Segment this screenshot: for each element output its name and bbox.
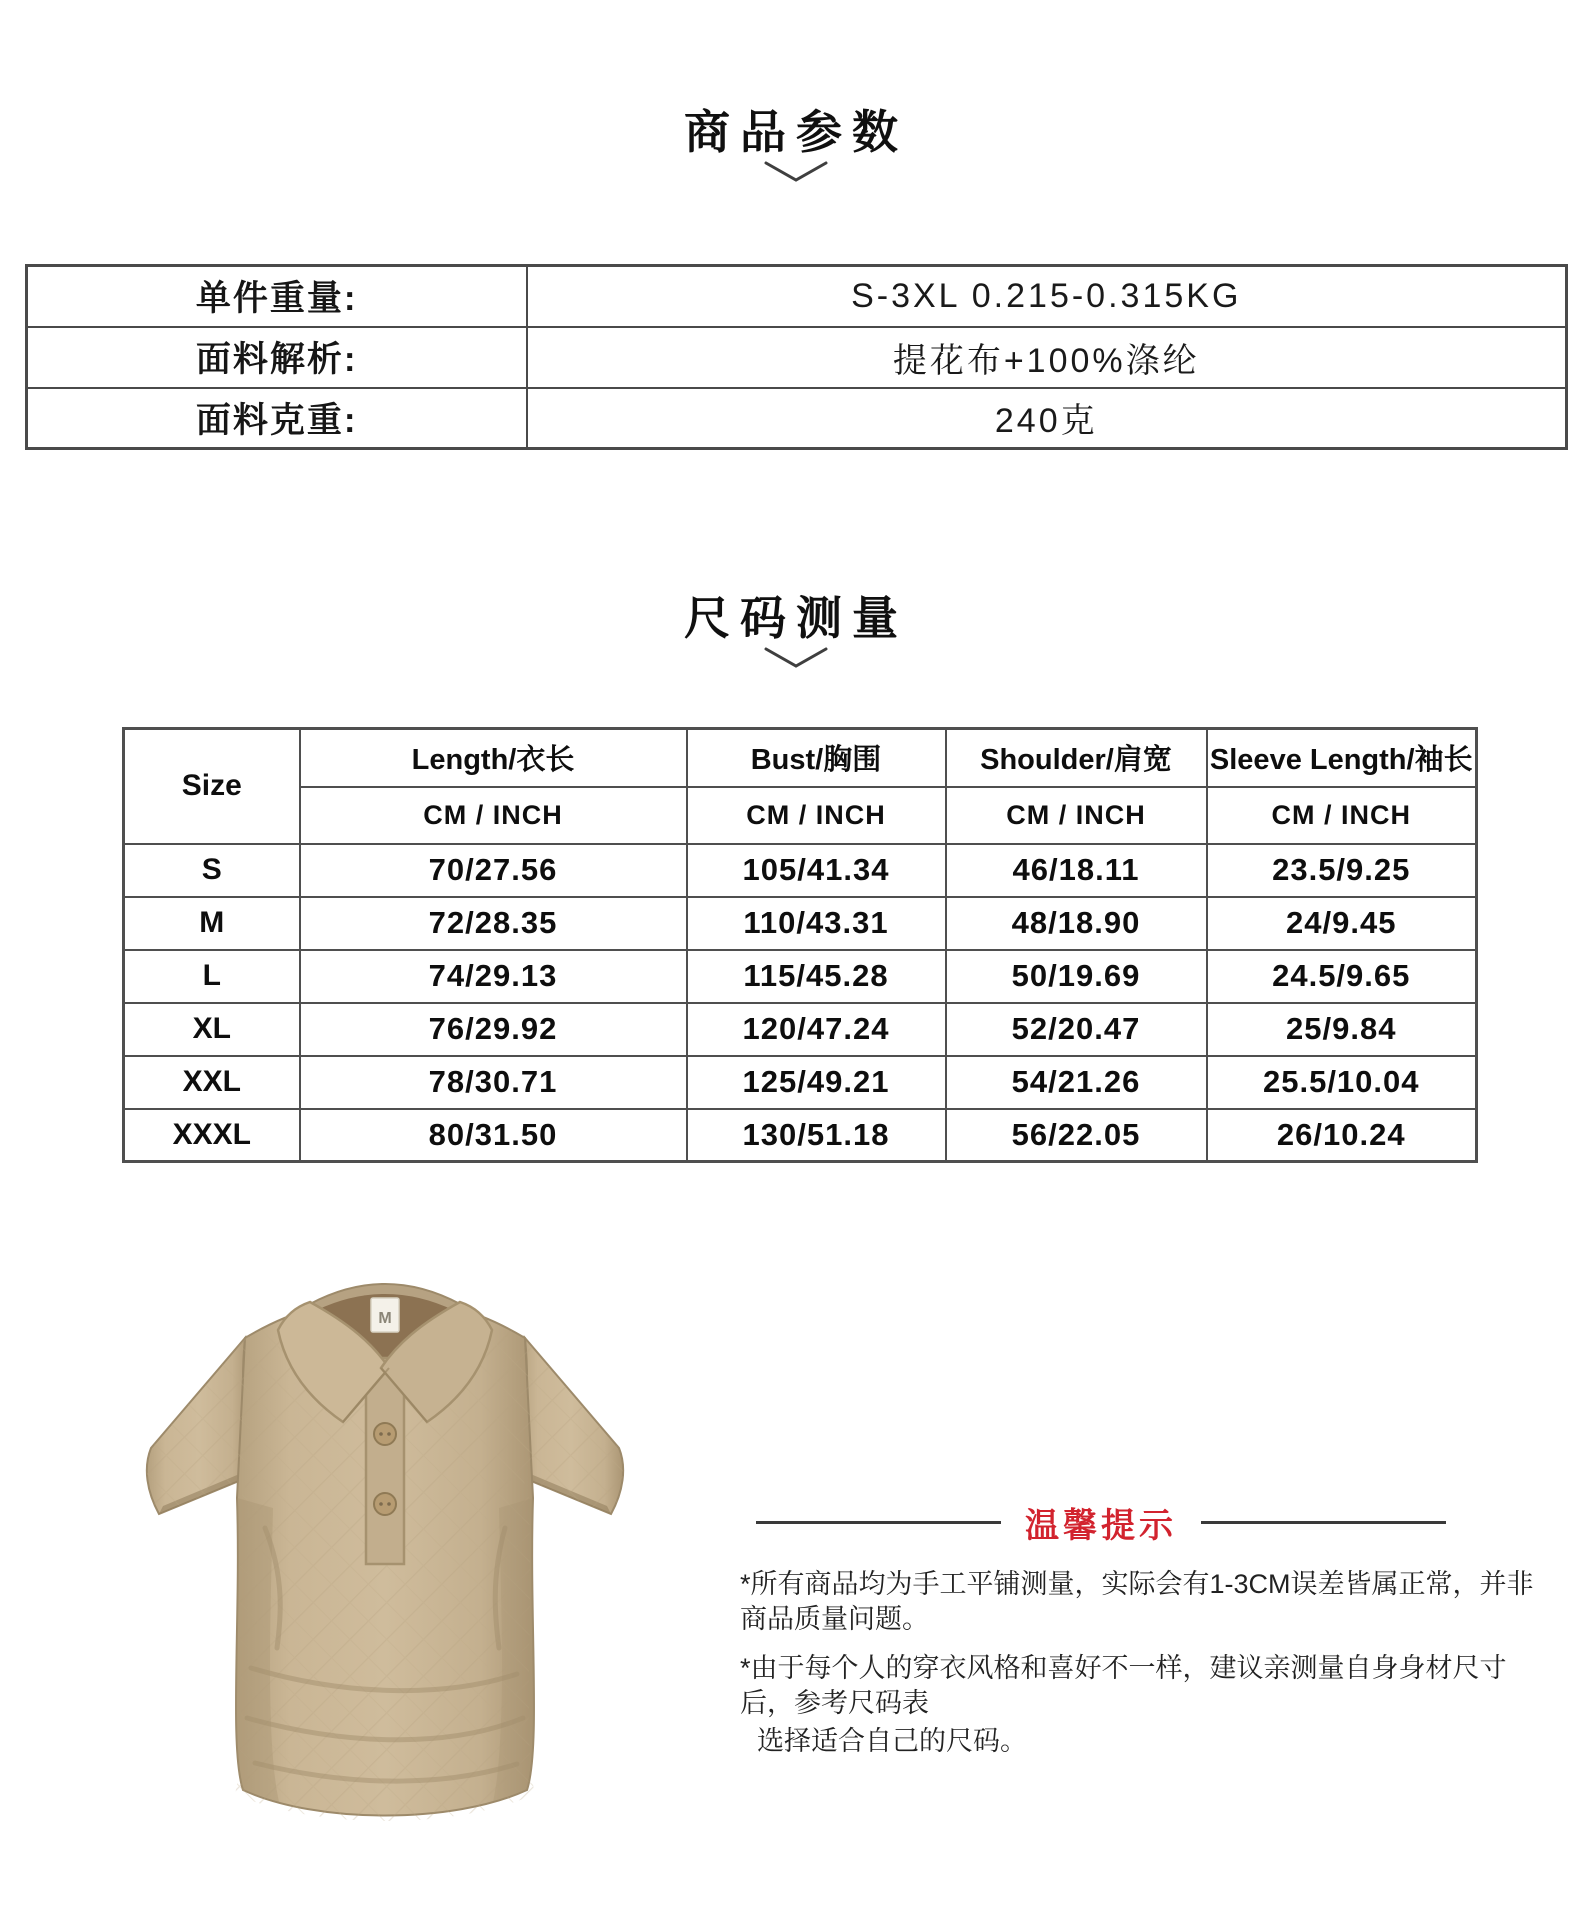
bust-cell: 125/49.21 [687,1056,946,1109]
size-cell: XXXL [124,1109,300,1162]
bust-cell: 130/51.18 [687,1109,946,1162]
bust-cell: 120/47.24 [687,1003,946,1056]
table-row-xxxl [124,1109,1477,1162]
sleeve-cell: 24.5/9.65 [1207,950,1477,1003]
param-value: 240克 [527,388,1567,449]
param-value: S-3XL 0.215-0.315KG [527,266,1567,327]
shoulder-cell: 52/20.47 [946,1003,1207,1056]
column-header-shoulder: Shoulder/肩宽 [946,729,1207,787]
sizes-section-title: 尺码测量 [684,592,908,644]
size-cell: M [124,897,300,950]
table-row-xl [124,1003,1477,1056]
collar-size-tag-label: M [378,1310,392,1327]
column-header-length: Length/衣长 [300,729,687,787]
product-params-table [25,264,1568,450]
size-column-header: Size [124,729,300,844]
table-row-s [124,844,1477,897]
table-row-l [124,950,1477,1003]
param-row [27,266,1567,327]
size-cell: S [124,844,300,897]
size-cell: L [124,950,300,1003]
tips-section [740,1498,1560,1759]
tips-note-1: *所有商品均为手工平铺测量，实际会有1-3CM误差皆属正常，并非商品质量问题。 [740,1569,1534,1634]
table-row-xxl [124,1056,1477,1109]
tips-note-2-continued: 选择适合自己的尺码。 [757,1726,1027,1757]
product-photo [55,1198,715,1898]
param-value: 提花布+100%涤纶 [527,327,1567,388]
bust-cell: 115/45.28 [687,950,946,1003]
shoulder-cell: 50/19.69 [946,950,1207,1003]
bust-cell: 105/41.34 [687,844,946,897]
param-row [27,388,1567,449]
param-row [27,327,1567,388]
tips-note-2: *由于每个人的穿衣风格和喜好不一样，建议亲测量自身身材尺寸后，参考尺码表 [740,1653,1507,1718]
unit-header: CM / INCH [687,787,946,844]
shoulder-cell: 46/18.11 [946,844,1207,897]
column-header-bust: Bust/胸围 [687,729,946,787]
length-cell: 74/29.13 [300,950,687,1003]
length-cell: 70/27.56 [300,844,687,897]
tips-title: 温馨提示 [1025,1507,1177,1545]
length-cell: 78/30.71 [300,1056,687,1109]
size-chart-table [122,727,1478,1163]
sleeve-cell: 25/9.84 [1207,1003,1477,1056]
unit-header: CM / INCH [300,787,687,844]
sleeve-cell: 24/9.45 [1207,897,1477,950]
shoulder-cell: 54/21.26 [946,1056,1207,1109]
bust-cell: 110/43.31 [687,897,946,950]
length-cell: 80/31.50 [300,1109,687,1162]
sleeve-cell: 23.5/9.25 [1207,844,1477,897]
unit-header: CM / INCH [1207,787,1477,844]
params-section-title: 商品参数 [684,106,908,158]
size-cell: XXL [124,1056,300,1109]
param-label: 单件重量: [27,266,527,327]
shoulder-cell: 48/18.90 [946,897,1207,950]
table-row-m [124,897,1477,950]
param-label: 面料解析: [27,327,527,388]
unit-header: CM / INCH [946,787,1207,844]
chevron-down-icon [763,160,829,189]
length-cell: 72/28.35 [300,897,687,950]
shoulder-cell: 56/22.05 [946,1109,1207,1162]
column-header-sleeve: Sleeve Length/袖长 [1207,729,1477,787]
chevron-down-icon [763,646,829,675]
sleeve-cell: 26/10.24 [1207,1109,1477,1162]
sleeve-cell: 25.5/10.04 [1207,1056,1477,1109]
param-label: 面料克重: [27,388,527,449]
divider-line-right [1201,1521,1446,1524]
divider-line-left [756,1521,1001,1524]
length-cell: 76/29.92 [300,1003,687,1056]
polo-shirt-illustration [55,1198,715,1898]
size-cell: XL [124,1003,300,1056]
